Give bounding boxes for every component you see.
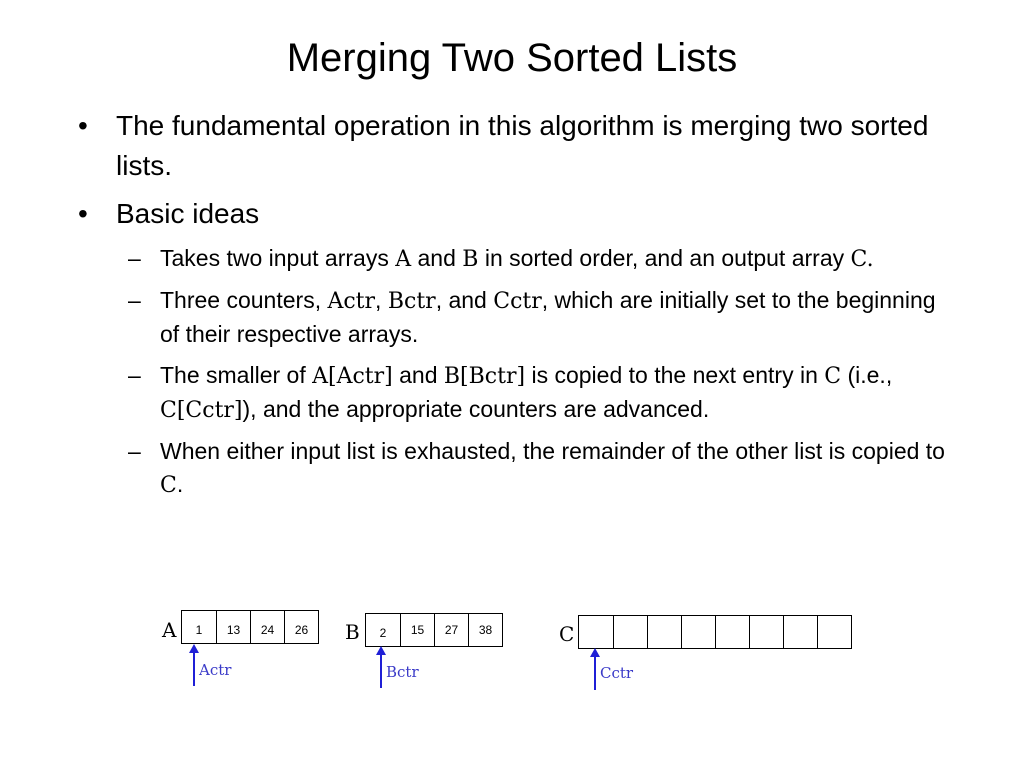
- array-b-label: B: [345, 620, 360, 644]
- array-c-cell: [783, 616, 817, 648]
- text-span: and: [411, 245, 463, 271]
- math-A: A: [395, 247, 412, 272]
- text-span: in sorted order, and an output array: [478, 245, 851, 271]
- bullet-dot: •: [78, 110, 88, 141]
- text-span: is copied to the next entry in: [525, 362, 825, 388]
- text-span: .: [176, 471, 184, 497]
- sub-bullet-three-counters: [122, 284, 958, 351]
- array-c: [578, 615, 852, 649]
- array-b-cell: 2: [379, 626, 387, 640]
- array-c-cell: [817, 616, 851, 648]
- sub-bullet-exhausted: [122, 435, 958, 502]
- text-span: ,: [375, 287, 388, 313]
- sub-bullet-smaller-copied: [122, 359, 958, 427]
- cctr-arrow-head: [590, 648, 600, 657]
- bullet-dot: •: [78, 198, 88, 229]
- math-a-actr: A[Actr]: [312, 364, 393, 389]
- slide-body: [78, 106, 958, 510]
- text-span: The smaller of: [160, 362, 313, 388]
- text-span: (i.e.,: [841, 362, 893, 388]
- array-b: [365, 613, 503, 647]
- array-c-cell: [715, 616, 749, 648]
- bctr-arrow-head: [376, 646, 386, 655]
- cctr-arrow-line: [594, 656, 596, 690]
- bullet-fundamental-operation: [78, 106, 958, 186]
- math-b-bctr: B[Bctr]: [443, 364, 526, 389]
- sub-bullet-input-arrays: [122, 242, 958, 276]
- math-cctr: Cctr: [493, 289, 542, 314]
- text-span: , which are initially set to the beginning of their respective arrays.: [160, 287, 936, 347]
- bullet-text: Basic ideas: [116, 198, 260, 229]
- text-span: Takes two input arrays: [160, 245, 396, 271]
- math-C: C.: [850, 247, 874, 272]
- math-C: C: [824, 364, 842, 389]
- array-c-cell: [613, 616, 647, 648]
- dash-marker: –: [128, 438, 141, 464]
- array-a-cell: 26: [284, 611, 318, 643]
- math-bctr: Bctr: [387, 289, 436, 314]
- array-b-cell: 15: [400, 614, 434, 646]
- array-c-cell: [579, 616, 613, 648]
- bctr-arrow-line: [380, 654, 382, 688]
- bctr-label: Bctr: [386, 663, 419, 681]
- array-b-cell: 38: [468, 614, 502, 646]
- array-a-cell: 24: [250, 611, 284, 643]
- slide-title: Merging Two Sorted Lists: [286, 36, 738, 80]
- text-span: When either input list is exhausted, the remainder of the other list is copied to: [160, 438, 945, 464]
- text-span: and: [392, 362, 444, 388]
- bullet-basic-ideas: [78, 194, 958, 234]
- math-B: B: [462, 247, 479, 272]
- array-a-cell: 1: [195, 623, 203, 637]
- dash-marker: –: [128, 362, 141, 388]
- array-b-cell: 27: [434, 614, 468, 646]
- array-c-cell: [681, 616, 715, 648]
- text-span: Three counters,: [160, 287, 328, 313]
- array-a-label: A: [162, 618, 177, 642]
- text-span: ), and the appropriate counters are advanced.: [242, 396, 710, 422]
- array-c-cell: [647, 616, 681, 648]
- actr-label: Actr: [199, 661, 232, 679]
- array-c-label: C: [559, 622, 575, 646]
- math-actr: Actr: [327, 289, 376, 314]
- text-span: , and: [435, 287, 494, 313]
- math-C: C: [160, 473, 177, 498]
- array-a: [181, 610, 319, 644]
- math-c-cctr: C[Cctr]: [160, 398, 243, 423]
- array-a-cell: 13: [216, 611, 250, 643]
- cctr-label: Cctr: [600, 664, 634, 682]
- dash-marker: –: [128, 287, 141, 313]
- actr-arrow-head: [189, 644, 199, 653]
- bullet-text: The fundamental operation in this algorithm is merging two sorted lists.: [116, 110, 929, 181]
- actr-arrow-line: [193, 652, 195, 686]
- array-c-cell: [749, 616, 783, 648]
- dash-marker: –: [128, 245, 141, 271]
